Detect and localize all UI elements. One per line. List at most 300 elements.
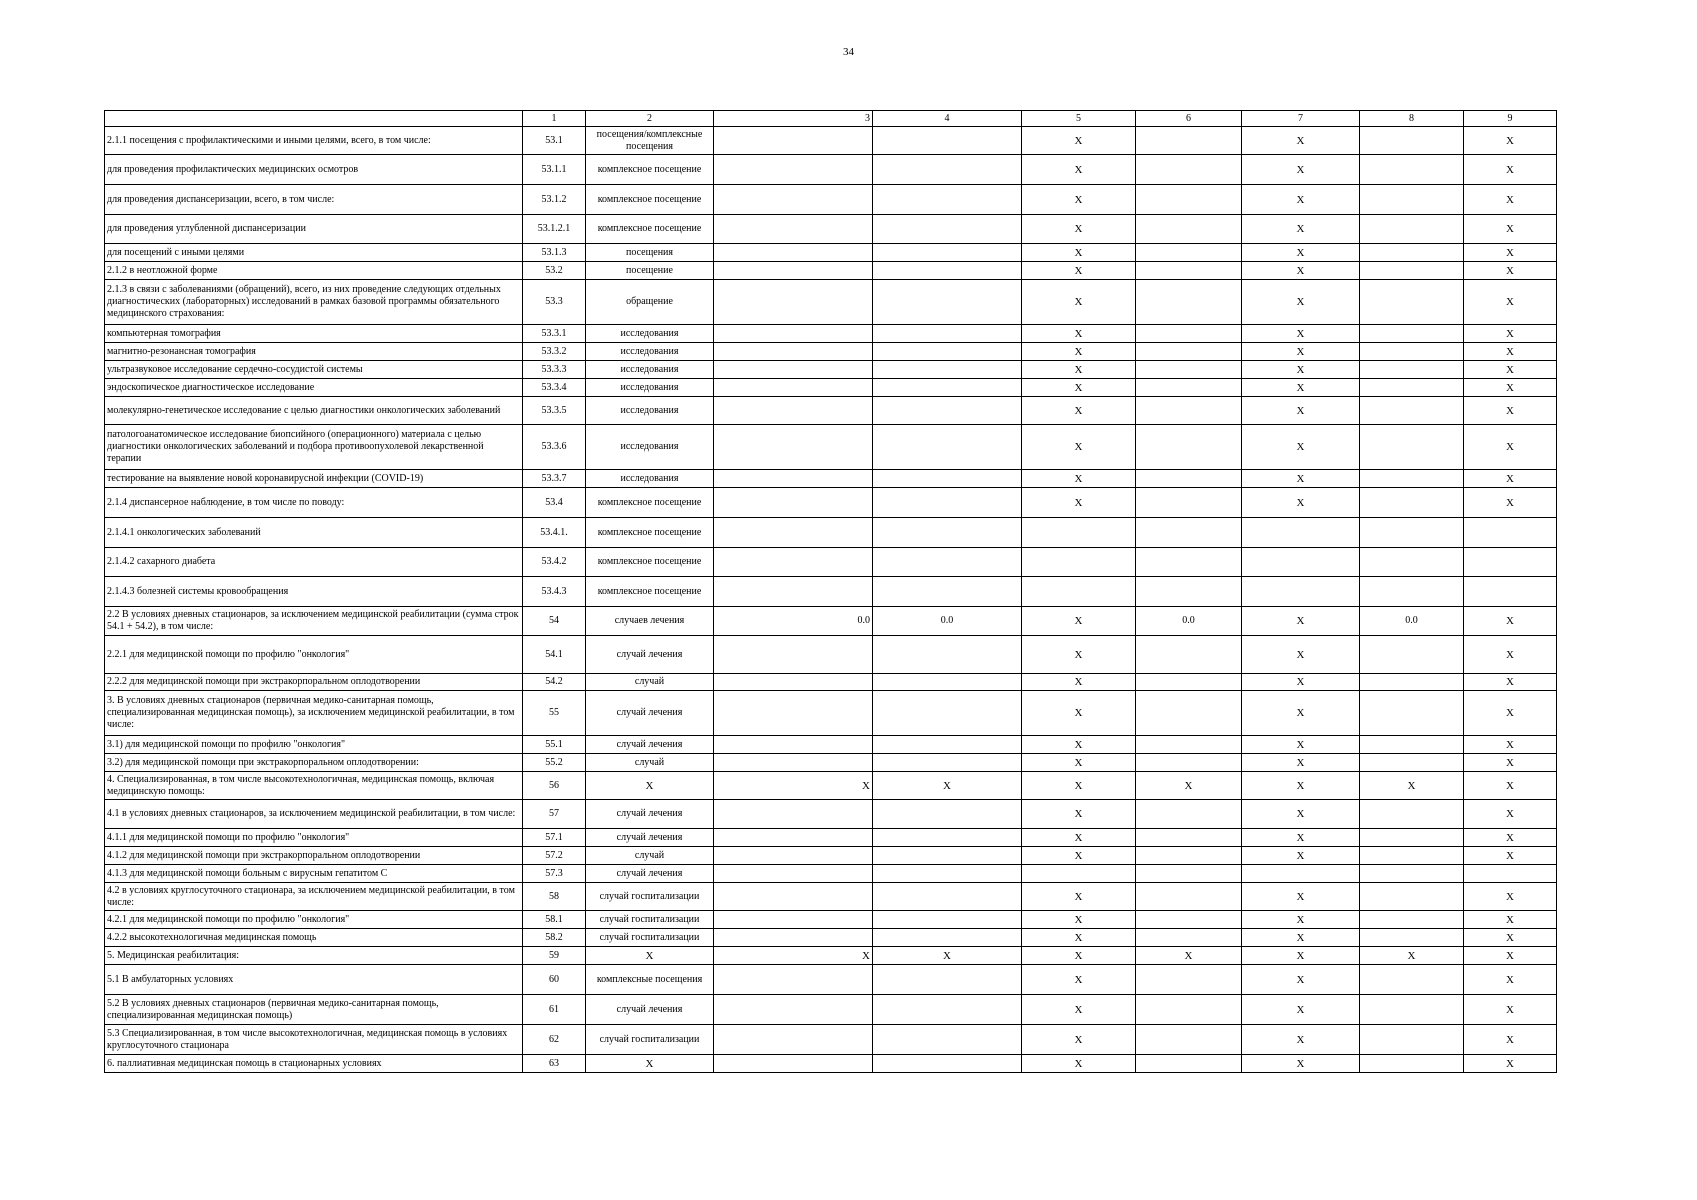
cell-unit: посещение	[586, 262, 714, 280]
cell-col6	[1136, 911, 1242, 929]
cell-col6: X	[1136, 947, 1242, 965]
cell-col8	[1360, 911, 1464, 929]
cell-col6	[1136, 965, 1242, 995]
cell-col7	[1242, 518, 1360, 548]
cell-col3: X	[714, 947, 873, 965]
cell-unit: случай лечения	[586, 865, 714, 883]
table-row	[105, 754, 1557, 772]
cell-col3	[714, 397, 873, 425]
table-row	[105, 736, 1557, 754]
header-cell-col3: 3	[714, 111, 873, 127]
cell-col6	[1136, 488, 1242, 518]
cell-code: 53.3.6	[523, 425, 586, 470]
cell-name: 4.1.3 для медицинской помощи больным с вирусным гепатитом С	[105, 865, 523, 883]
cell-col9: X	[1464, 754, 1557, 772]
cell-unit: комплексные посещения	[586, 965, 714, 995]
table-row	[105, 361, 1557, 379]
cell-unit: исследования	[586, 325, 714, 343]
cell-col7: X	[1242, 674, 1360, 691]
cell-col7: X	[1242, 965, 1360, 995]
cell-col9: X	[1464, 185, 1557, 215]
cell-unit: комплексное посещение	[586, 518, 714, 548]
cell-name: 2.2 В условиях дневных стационаров, за исключением медицинской реабилитации (сумма строк 54.1 + 54.2), в том числе:	[105, 607, 523, 636]
cell-col4	[873, 911, 1022, 929]
cell-col7: X	[1242, 995, 1360, 1025]
cell-col8	[1360, 847, 1464, 865]
cell-code: 54.1	[523, 636, 586, 674]
cell-col6	[1136, 865, 1242, 883]
cell-col8	[1360, 127, 1464, 155]
cell-col9: X	[1464, 262, 1557, 280]
cell-col4	[873, 577, 1022, 607]
cell-col9: X	[1464, 155, 1557, 185]
cell-col5: X	[1022, 691, 1136, 736]
cell-col6	[1136, 425, 1242, 470]
cell-col3	[714, 548, 873, 577]
cell-col7: X	[1242, 754, 1360, 772]
cell-col7: X	[1242, 929, 1360, 947]
cell-col7: X	[1242, 736, 1360, 754]
cell-col4	[873, 244, 1022, 262]
cell-col3	[714, 280, 873, 325]
cell-unit: X	[586, 947, 714, 965]
cell-col8	[1360, 397, 1464, 425]
cell-col6	[1136, 379, 1242, 397]
cell-col3	[714, 636, 873, 674]
header-row	[105, 111, 1557, 127]
cell-col9: X	[1464, 1025, 1557, 1055]
header-cell-name	[105, 111, 523, 127]
table-row	[105, 518, 1557, 548]
cell-col9: X	[1464, 883, 1557, 911]
cell-col6	[1136, 754, 1242, 772]
table-row	[105, 548, 1557, 577]
cell-col4: 0.0	[873, 607, 1022, 636]
cell-col5: X	[1022, 800, 1136, 829]
cell-col4	[873, 1055, 1022, 1073]
cell-col3	[714, 262, 873, 280]
cell-col3	[714, 865, 873, 883]
table-row	[105, 1055, 1557, 1073]
cell-col6	[1136, 548, 1242, 577]
cell-code: 53.1.2	[523, 185, 586, 215]
cell-col7: X	[1242, 425, 1360, 470]
cell-unit: комплексное посещение	[586, 215, 714, 244]
cell-col7: X	[1242, 829, 1360, 847]
cell-col4	[873, 262, 1022, 280]
cell-col7: X	[1242, 911, 1360, 929]
cell-unit: исследования	[586, 343, 714, 361]
cell-name: 2.1.1 посещения с профилактическими и иными целями, всего, в том числе:	[105, 127, 523, 155]
header-cell-col7: 7	[1242, 111, 1360, 127]
cell-col4	[873, 518, 1022, 548]
cell-name: для проведения углубленной диспансеризации	[105, 215, 523, 244]
cell-unit: комплексное посещение	[586, 185, 714, 215]
table-row	[105, 343, 1557, 361]
cell-col8	[1360, 995, 1464, 1025]
cell-col9	[1464, 865, 1557, 883]
cell-col4	[873, 215, 1022, 244]
cell-col4	[873, 865, 1022, 883]
cell-unit: случай госпитализации	[586, 929, 714, 947]
cell-code: 53.2	[523, 262, 586, 280]
cell-col6	[1136, 127, 1242, 155]
cell-col7: X	[1242, 772, 1360, 800]
cell-col4	[873, 361, 1022, 379]
cell-unit: исследования	[586, 470, 714, 488]
cell-unit: комплексное посещение	[586, 488, 714, 518]
cell-unit: исследования	[586, 361, 714, 379]
cell-col5: X	[1022, 911, 1136, 929]
cell-name: 2.1.3 в связи с заболеваниями (обращений), всего, из них проведение следующих отдельных диагностических (лабораторных) исследований в рамках базовой программы обязательного медицинского страхования:	[105, 280, 523, 325]
cell-unit: случай лечения	[586, 829, 714, 847]
cell-name: 2.1.4.3 болезней системы кровообращения	[105, 577, 523, 607]
cell-unit: комплексное посещение	[586, 577, 714, 607]
table-row	[105, 883, 1557, 911]
cell-unit: случай лечения	[586, 691, 714, 736]
cell-col7: X	[1242, 1025, 1360, 1055]
cell-col5: X	[1022, 361, 1136, 379]
cell-code: 61	[523, 995, 586, 1025]
cell-col7: X	[1242, 127, 1360, 155]
cell-col4	[873, 425, 1022, 470]
header-cell-col9: 9	[1464, 111, 1557, 127]
table-row	[105, 829, 1557, 847]
cell-name: 4.2 в условиях круглосуточного стационара, за исключением медицинской реабилитации, в том числе:	[105, 883, 523, 911]
cell-unit: случай	[586, 674, 714, 691]
cell-col6	[1136, 847, 1242, 865]
cell-col3	[714, 929, 873, 947]
table-row	[105, 280, 1557, 325]
table-row	[105, 995, 1557, 1025]
cell-col5: X	[1022, 607, 1136, 636]
cell-col8	[1360, 883, 1464, 911]
cell-col6	[1136, 244, 1242, 262]
cell-col8	[1360, 1025, 1464, 1055]
table-row	[105, 607, 1557, 636]
cell-code: 54.2	[523, 674, 586, 691]
cell-name: для проведения профилактических медицинских осмотров	[105, 155, 523, 185]
cell-col8	[1360, 829, 1464, 847]
cell-col7: X	[1242, 691, 1360, 736]
cell-col8: X	[1360, 947, 1464, 965]
table-row	[105, 674, 1557, 691]
cell-col6	[1136, 636, 1242, 674]
cell-col5: X	[1022, 127, 1136, 155]
cell-col7: X	[1242, 883, 1360, 911]
cell-col9: X	[1464, 607, 1557, 636]
cell-col3	[714, 829, 873, 847]
cell-col6	[1136, 674, 1242, 691]
cell-col8	[1360, 425, 1464, 470]
cell-col5: X	[1022, 965, 1136, 995]
cell-col5: X	[1022, 280, 1136, 325]
cell-code: 53.3	[523, 280, 586, 325]
table-row	[105, 911, 1557, 929]
table-row	[105, 379, 1557, 397]
cell-col3	[714, 325, 873, 343]
cell-col5: X	[1022, 995, 1136, 1025]
cell-col3	[714, 1055, 873, 1073]
cell-code: 55	[523, 691, 586, 736]
header-cell-col8: 8	[1360, 111, 1464, 127]
cell-code: 53.1.2.1	[523, 215, 586, 244]
cell-code: 58	[523, 883, 586, 911]
cell-col6: 0.0	[1136, 607, 1242, 636]
cell-col4	[873, 929, 1022, 947]
cell-col9: X	[1464, 325, 1557, 343]
cell-col3	[714, 425, 873, 470]
cell-col9: X	[1464, 829, 1557, 847]
cell-col8	[1360, 470, 1464, 488]
cell-col5	[1022, 577, 1136, 607]
cell-col4	[873, 185, 1022, 215]
cell-col3	[714, 995, 873, 1025]
cell-col6	[1136, 929, 1242, 947]
cell-col9: X	[1464, 674, 1557, 691]
cell-col7: X	[1242, 800, 1360, 829]
cell-col5: X	[1022, 1025, 1136, 1055]
table-row	[105, 847, 1557, 865]
cell-col9: X	[1464, 636, 1557, 674]
table-row	[105, 155, 1557, 185]
cell-unit: исследования	[586, 397, 714, 425]
cell-col4	[873, 343, 1022, 361]
cell-name: тестирование на выявление новой коронавирусной инфекции (COVID-19)	[105, 470, 523, 488]
cell-col9: X	[1464, 995, 1557, 1025]
cell-code: 53.3.1	[523, 325, 586, 343]
cell-unit: исследования	[586, 379, 714, 397]
header-cell-col6: 6	[1136, 111, 1242, 127]
cell-col3	[714, 470, 873, 488]
cell-code: 53.3.5	[523, 397, 586, 425]
table-row	[105, 965, 1557, 995]
cell-col3	[714, 965, 873, 995]
table-row	[105, 577, 1557, 607]
cell-col8	[1360, 262, 1464, 280]
cell-col7: X	[1242, 397, 1360, 425]
cell-col9: X	[1464, 800, 1557, 829]
cell-col5: X	[1022, 1055, 1136, 1073]
cell-col5: X	[1022, 829, 1136, 847]
cell-code: 53.1.1	[523, 155, 586, 185]
cell-name: 4.2.2 высокотехнологичная медицинская помощь	[105, 929, 523, 947]
header-cell-code: 1	[523, 111, 586, 127]
cell-col5: X	[1022, 185, 1136, 215]
cell-col3	[714, 215, 873, 244]
cell-col4	[873, 470, 1022, 488]
cell-col7: X	[1242, 607, 1360, 636]
cell-col4	[873, 127, 1022, 155]
cell-col9: X	[1464, 691, 1557, 736]
cell-col5: X	[1022, 470, 1136, 488]
cell-name: магнитно-резонансная томография	[105, 343, 523, 361]
cell-name: для посещений с иными целями	[105, 244, 523, 262]
cell-col7: X	[1242, 488, 1360, 518]
table-row	[105, 244, 1557, 262]
cell-col9: X	[1464, 244, 1557, 262]
cell-col6	[1136, 470, 1242, 488]
cell-name: 4.1.1 для медицинской помощи по профилю "онкология"	[105, 829, 523, 847]
cell-code: 53.3.3	[523, 361, 586, 379]
table-row	[105, 488, 1557, 518]
cell-col4	[873, 691, 1022, 736]
cell-col7: X	[1242, 343, 1360, 361]
cell-col9: X	[1464, 965, 1557, 995]
cell-col8	[1360, 929, 1464, 947]
cell-code: 53.4.1.	[523, 518, 586, 548]
cell-code: 55.2	[523, 754, 586, 772]
cell-name: патологоанатомическое исследование биопсийного (операционного) материала с целью диагностики онкологических заболеваний и подбора противоопухолевой лекарственной терапии	[105, 425, 523, 470]
cell-col9: X	[1464, 911, 1557, 929]
table-row	[105, 425, 1557, 470]
cell-col6	[1136, 280, 1242, 325]
cell-col3	[714, 361, 873, 379]
cell-col6	[1136, 883, 1242, 911]
cell-col7: X	[1242, 636, 1360, 674]
cell-col8	[1360, 1055, 1464, 1073]
cell-code: 57.3	[523, 865, 586, 883]
cell-code: 57.1	[523, 829, 586, 847]
cell-col3	[714, 736, 873, 754]
table-row	[105, 636, 1557, 674]
cell-col6	[1136, 829, 1242, 847]
cell-col4	[873, 736, 1022, 754]
cell-col7: X	[1242, 325, 1360, 343]
cell-col9: X	[1464, 425, 1557, 470]
cell-col9: X	[1464, 127, 1557, 155]
cell-code: 58.1	[523, 911, 586, 929]
cell-col4	[873, 800, 1022, 829]
cell-col3	[714, 674, 873, 691]
cell-code: 53.3.4	[523, 379, 586, 397]
cell-col6	[1136, 995, 1242, 1025]
cell-col9: X	[1464, 929, 1557, 947]
cell-unit: случай лечения	[586, 800, 714, 829]
cell-code: 53.3.2	[523, 343, 586, 361]
cell-code: 58.2	[523, 929, 586, 947]
cell-col8	[1360, 379, 1464, 397]
cell-col7: X	[1242, 185, 1360, 215]
data-table	[104, 110, 1557, 1073]
cell-col4	[873, 636, 1022, 674]
cell-col3	[714, 691, 873, 736]
cell-col7	[1242, 577, 1360, 607]
cell-col9: X	[1464, 772, 1557, 800]
cell-col3	[714, 518, 873, 548]
cell-col6	[1136, 155, 1242, 185]
cell-col7: X	[1242, 280, 1360, 325]
cell-unit: случаев лечения	[586, 607, 714, 636]
table-row	[105, 1025, 1557, 1055]
cell-col4	[873, 397, 1022, 425]
cell-col4	[873, 847, 1022, 865]
cell-col5: X	[1022, 736, 1136, 754]
cell-code: 57	[523, 800, 586, 829]
cell-col3	[714, 488, 873, 518]
table-row	[105, 691, 1557, 736]
cell-name: 5.1 В амбулаторных условиях	[105, 965, 523, 995]
cell-col6	[1136, 800, 1242, 829]
cell-col4	[873, 548, 1022, 577]
cell-col4	[873, 674, 1022, 691]
cell-col8	[1360, 280, 1464, 325]
cell-unit: комплексное посещение	[586, 155, 714, 185]
cell-col8	[1360, 343, 1464, 361]
table-row	[105, 262, 1557, 280]
cell-col5: X	[1022, 262, 1136, 280]
cell-col4	[873, 379, 1022, 397]
cell-unit: случай	[586, 847, 714, 865]
cell-unit: случай лечения	[586, 736, 714, 754]
cell-col3: X	[714, 772, 873, 800]
cell-unit: случай госпитализации	[586, 911, 714, 929]
cell-unit: случай госпитализации	[586, 1025, 714, 1055]
cell-col4	[873, 829, 1022, 847]
table-row	[105, 947, 1557, 965]
cell-name: молекулярно-генетическое исследование с целью диагностики онкологических заболеваний	[105, 397, 523, 425]
cell-unit: случай госпитализации	[586, 883, 714, 911]
cell-col9: X	[1464, 343, 1557, 361]
table-row	[105, 800, 1557, 829]
cell-col9: X	[1464, 361, 1557, 379]
cell-col9: X	[1464, 1055, 1557, 1073]
cell-col7: X	[1242, 262, 1360, 280]
cell-col9: X	[1464, 280, 1557, 325]
cell-col5: X	[1022, 325, 1136, 343]
table-row	[105, 865, 1557, 883]
cell-col9: X	[1464, 847, 1557, 865]
cell-col7: X	[1242, 1055, 1360, 1073]
cell-col6	[1136, 1055, 1242, 1073]
cell-name: 5. Медицинская реабилитация:	[105, 947, 523, 965]
cell-col3	[714, 127, 873, 155]
cell-col7: X	[1242, 155, 1360, 185]
cell-col3	[714, 185, 873, 215]
cell-col3	[714, 244, 873, 262]
cell-col7: X	[1242, 379, 1360, 397]
cell-col9: X	[1464, 947, 1557, 965]
cell-name: 5.3 Специализированная, в том числе высокотехнологичная, медицинская помощь в условиях круглосуточного стационара	[105, 1025, 523, 1055]
cell-col5: X	[1022, 379, 1136, 397]
cell-col9: X	[1464, 379, 1557, 397]
cell-col9: X	[1464, 470, 1557, 488]
cell-name: 3.2) для медицинской помощи при экстракорпоральном оплодотворении:	[105, 754, 523, 772]
cell-col5: X	[1022, 754, 1136, 772]
cell-col8	[1360, 577, 1464, 607]
cell-col8	[1360, 965, 1464, 995]
cell-code: 53.1.3	[523, 244, 586, 262]
cell-col4	[873, 155, 1022, 185]
table-row	[105, 397, 1557, 425]
cell-unit: случай лечения	[586, 636, 714, 674]
cell-col8: 0.0	[1360, 607, 1464, 636]
cell-col6	[1136, 1025, 1242, 1055]
cell-col6	[1136, 577, 1242, 607]
cell-col4	[873, 488, 1022, 518]
cell-col8	[1360, 736, 1464, 754]
cell-col5: X	[1022, 244, 1136, 262]
table-row	[105, 185, 1557, 215]
cell-col8	[1360, 185, 1464, 215]
cell-col9	[1464, 577, 1557, 607]
cell-unit: обращение	[586, 280, 714, 325]
cell-col4	[873, 995, 1022, 1025]
cell-col6	[1136, 215, 1242, 244]
cell-col7: X	[1242, 470, 1360, 488]
cell-name: 4. Специализированная, в том числе высокотехнологичная, медицинская помощь, включая медицинскую помощь:	[105, 772, 523, 800]
cell-col8	[1360, 754, 1464, 772]
